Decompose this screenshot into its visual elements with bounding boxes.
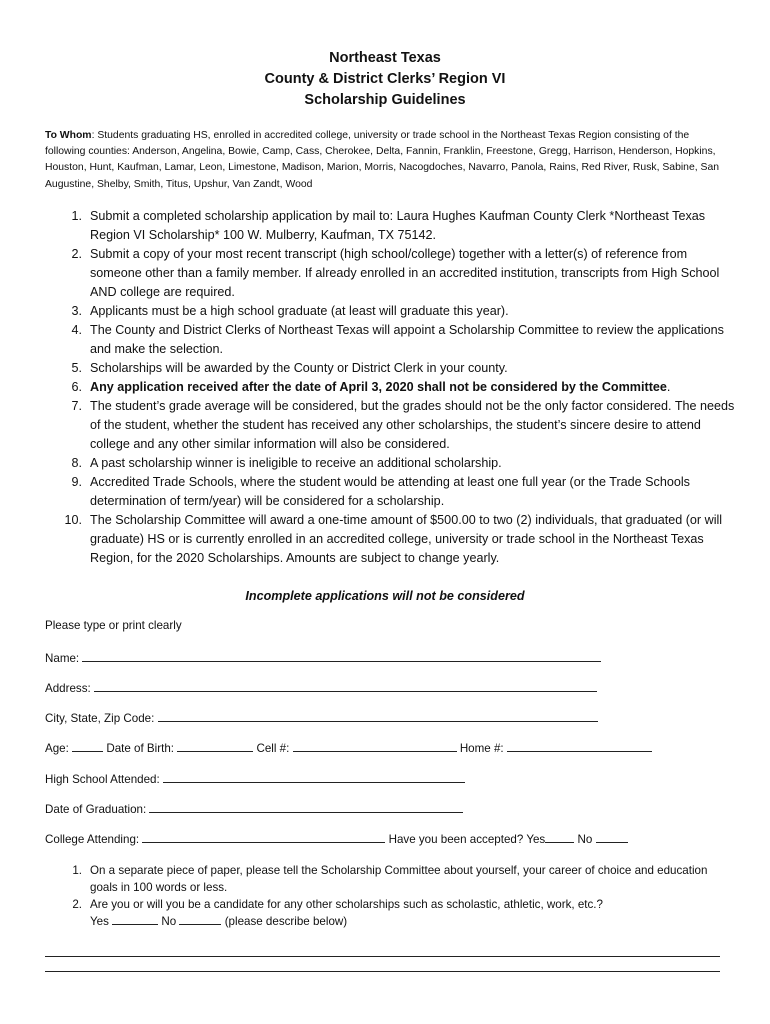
guideline-item xyxy=(45,359,735,378)
address-row xyxy=(45,680,597,695)
guidelines-list xyxy=(45,207,735,568)
other-scholarship-note: (please describe below) xyxy=(224,915,348,928)
question-number: 1. xyxy=(72,864,82,877)
home-label: Home #: xyxy=(459,742,504,755)
guideline-text: The Scholarship Committee will award a one-time amount of $500.00 to two (2) individuals, that graduated (or will graduate) HS or is currently enrolled in an accredited college, university or trade school in the Northeast Texas Region, for the 2020 Scholarships. Amounts are subject to change yearly. xyxy=(90,513,723,565)
guideline-text: Applicants must be a high school graduate (at least will graduate this year). xyxy=(90,304,509,318)
guideline-text: A past scholarship winner is ineligible to receive an additional scholarship. xyxy=(90,456,502,470)
age-label: Age: xyxy=(45,742,69,755)
guideline-number: 1. xyxy=(71,209,82,223)
description-line-1[interactable] xyxy=(45,956,720,957)
accepted-label: Have you been accepted? xyxy=(388,833,524,846)
guideline-text: Scholarships will be awarded by the County or District Clerk in your county. xyxy=(90,361,508,375)
home-field[interactable] xyxy=(507,740,652,752)
guideline-text: . xyxy=(666,380,671,394)
other-scholarship-no-label: No xyxy=(161,915,177,928)
question-text: On a separate piece of paper, please tell the Scholarship Committee about yourself, your career of choice and education goals in 100 words or less. xyxy=(90,864,708,894)
guideline-item xyxy=(45,397,735,454)
guideline-number: 3. xyxy=(71,304,82,318)
guideline-item xyxy=(45,378,735,397)
city-state-zip-row xyxy=(45,710,598,725)
guideline-text: Submit a copy of your most recent transcript (high school/college) together with a letter(s) of reference from someone other than a family member. If already enrolled in an accredited institution, transcripts from High School AND college are required. xyxy=(90,247,720,299)
incomplete-notice: Incomplete applications will not be considered xyxy=(245,589,525,603)
guideline-number: 6. xyxy=(71,380,82,394)
title-line-1: Northeast Texas xyxy=(329,50,441,66)
guideline-item xyxy=(45,473,735,511)
high-school-label: High School Attended: xyxy=(45,773,160,786)
description-line-2[interactable] xyxy=(45,971,720,972)
guideline-number: 5. xyxy=(71,361,82,375)
guideline-item xyxy=(45,207,735,245)
guideline-text: Submit a completed scholarship application by mail to: Laura Hughes Kaufman County Clerk *Northeast Texas Region VI Scholarship* 100 W. Mulberry, Kaufman, TX 75142. xyxy=(90,209,706,242)
other-scholarship-yes-label: Yes xyxy=(90,915,109,928)
other-scholarship-no-field[interactable] xyxy=(179,913,221,925)
accepted-yes-field[interactable] xyxy=(545,831,574,843)
guideline-text: The County and District Clerks of Northeast Texas will appoint a Scholarship Committee to review the applications and make the selection. xyxy=(90,323,724,356)
college-field[interactable] xyxy=(142,831,385,843)
city-state-zip-label: City, State, Zip Code: xyxy=(45,712,155,725)
address-label: Address: xyxy=(45,682,91,695)
high-school-field[interactable] xyxy=(163,771,465,783)
other-scholarship-yes-field[interactable] xyxy=(112,913,158,925)
guideline-item xyxy=(45,511,735,568)
address-field[interactable] xyxy=(94,680,597,692)
guideline-item xyxy=(45,245,735,302)
cell-label: Cell #: xyxy=(256,742,290,755)
college-label: College Attending: xyxy=(45,833,140,846)
guideline-number: 10. xyxy=(64,513,82,527)
document-title-block xyxy=(0,48,770,111)
dob-field[interactable] xyxy=(177,740,253,752)
guideline-item xyxy=(45,454,735,473)
graduation-date-label: Date of Graduation: xyxy=(45,803,147,816)
guideline-item xyxy=(45,302,735,321)
instructions-text: Please type or print clearly xyxy=(45,619,182,632)
graduation-date-row xyxy=(45,801,463,816)
guideline-number: 7. xyxy=(71,399,82,413)
accepted-no-field[interactable] xyxy=(596,831,628,843)
guideline-item xyxy=(45,321,735,359)
graduation-date-field[interactable] xyxy=(149,801,463,813)
deadline-notice: Any application received after the date of April 3, 2020 shall not be considered by the Committee xyxy=(90,380,667,394)
age-field[interactable] xyxy=(72,740,103,752)
guideline-text: The student’s grade average will be considered, but the grades should not be the only factor considered. The needs of the student, whether the student has received any other scholarships, the student’s sincere desire to attend college and any other similar information will also be considered. xyxy=(90,399,735,451)
accepted-no-label: No xyxy=(577,833,593,846)
name-row xyxy=(45,650,601,665)
cell-field[interactable] xyxy=(293,740,457,752)
guideline-number: 2. xyxy=(71,247,82,261)
to-whom-paragraph xyxy=(45,128,725,193)
dob-label: Date of Birth: xyxy=(106,742,174,755)
guideline-number: 4. xyxy=(71,323,82,337)
to-whom-label: To Whom xyxy=(45,130,92,141)
name-label: Name: xyxy=(45,652,80,665)
high-school-row xyxy=(45,771,465,786)
age-dob-phone-row xyxy=(45,740,652,755)
city-state-zip-field[interactable] xyxy=(158,710,598,722)
college-row xyxy=(45,831,628,846)
question-text: Are you or will you be a candidate for any other scholarships such as scholastic, athletic, work, etc.? xyxy=(90,898,603,911)
guideline-text: Accredited Trade Schools, where the student would be attending at least one full year (or the Trade Schools determination of term/year) will be considered for a scholarship. xyxy=(90,475,690,508)
question-item xyxy=(45,862,735,896)
question-number: 2. xyxy=(72,898,82,911)
title-line-3: Scholarship Guidelines xyxy=(304,92,466,108)
guideline-number: 9. xyxy=(71,475,82,489)
title-line-2: County & District Clerks’ Region VI xyxy=(264,71,506,87)
questions-list xyxy=(45,862,735,930)
to-whom-text: : Students graduating HS, enrolled in accredited college, university or trade school in the Northeast Texas Region consisting of the following counties: Anderson, Angelina, Bowie, Camp, Cass, Cherokee, Delta, Fannin, Franklin, Freestone, Gregg, Harrison, Henderson, Hopkins, Houston, Hunt, Kaufman, Lamar, Leon, Limestone, Madison, Marion, Morris, Nacogdoches, Navarro, Panola, Rains, Red River, Rusk, Sabine, San Augustine, Shelby, Smith, Titus, Upshur, Van Zandt, Wood xyxy=(45,130,719,190)
accepted-yes-label: Yes xyxy=(526,833,546,846)
question-item xyxy=(45,896,735,930)
name-field[interactable] xyxy=(82,650,601,662)
guideline-number: 8. xyxy=(71,456,82,470)
